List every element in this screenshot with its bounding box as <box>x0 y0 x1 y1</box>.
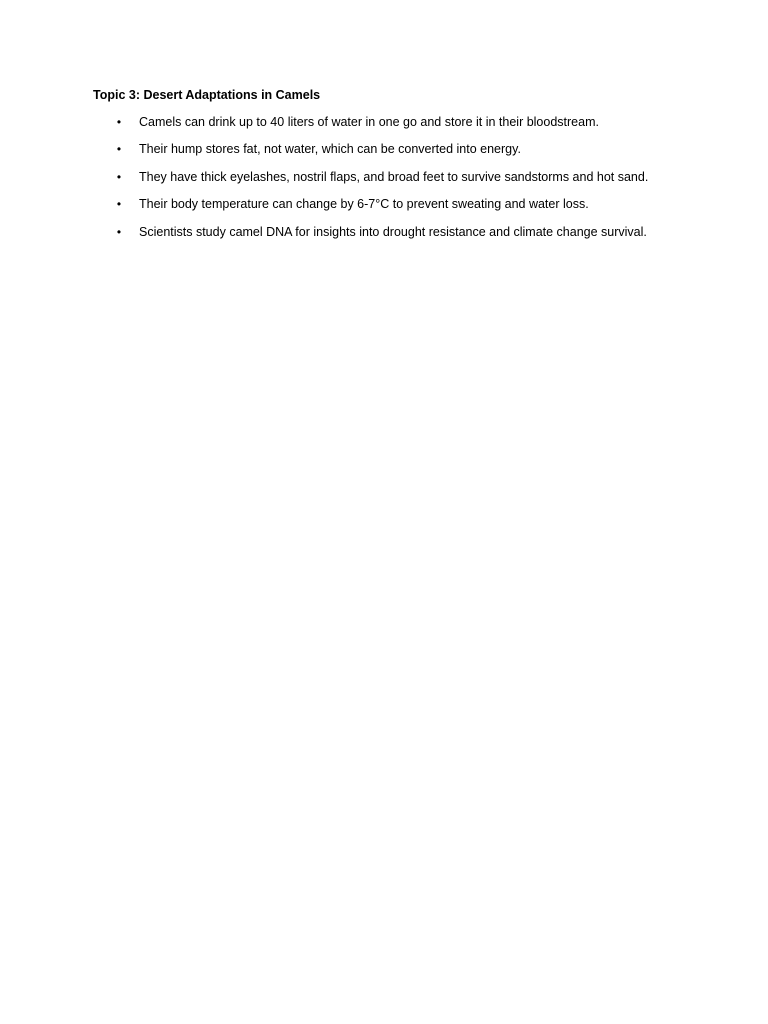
list-item-text: Camels can drink up to 40 liters of water in one go and store it in their bloodstream. <box>139 115 599 129</box>
list-item <box>0 169 768 196</box>
list-item-text: Their hump stores fat, not water, which can be converted into energy. <box>139 142 521 157</box>
bullet-icon: • <box>116 197 122 212</box>
list-item-text: Their body temperature can change by 6-7°C to prevent sweating and water loss. <box>139 197 589 212</box>
list-item <box>0 141 768 168</box>
bullet-icon: • <box>116 169 122 184</box>
list-item <box>0 224 768 251</box>
bullet-icon: • <box>116 142 122 157</box>
bullet-icon: • <box>116 115 122 129</box>
bullet-list <box>0 114 768 251</box>
bullet-icon: • <box>116 224 122 239</box>
list-item-text: Scientists study camel DNA for insights into drought resistance and climate change survival. <box>139 224 647 239</box>
list-item-text: They have thick eyelashes, nostril flaps, and broad feet to survive sandstorms and hot sand. <box>139 169 649 184</box>
list-item <box>0 114 768 141</box>
section-heading: Topic 3: Desert Adaptations in Camels <box>93 88 321 102</box>
list-item <box>0 196 768 223</box>
